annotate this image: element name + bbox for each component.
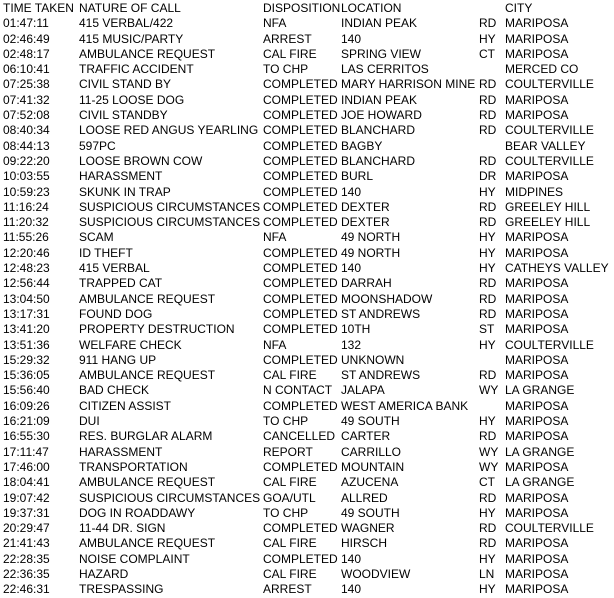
street-suffix-cell: RD xyxy=(479,521,497,536)
city-cell: MARIPOSA xyxy=(505,505,569,520)
nature-cell: WELFARE CHECK xyxy=(79,337,182,352)
call-row xyxy=(0,506,614,521)
disposition-cell: COMPLETED xyxy=(263,108,338,123)
time-cell: 13:51:36 xyxy=(3,337,50,352)
location-cell: HIRSCH xyxy=(341,536,388,551)
location-cell: JOE HOWARD xyxy=(341,108,422,123)
header-disposition: DISPOSITION xyxy=(263,1,341,15)
time-cell: 07:52:08 xyxy=(3,108,50,123)
time-cell: 13:04:50 xyxy=(3,291,50,306)
disposition-cell: COMPLETED xyxy=(263,215,338,230)
nature-cell: SUSPICIOUS CIRCUMSTANCES xyxy=(79,199,261,214)
disposition-cell: COMPLETED xyxy=(263,551,338,566)
location-cell: 140 xyxy=(341,582,362,597)
disposition-cell: CANCELLED xyxy=(263,429,336,444)
nature-cell: AMBULANCE REQUEST xyxy=(79,475,216,490)
call-row xyxy=(0,582,614,597)
location-cell: LAS CERRITOS xyxy=(341,62,429,77)
street-suffix-cell: RD xyxy=(479,77,497,92)
city-cell: MARIPOSA xyxy=(505,291,569,306)
location-cell: CARTER xyxy=(341,429,391,444)
city-cell: MARIPOSA xyxy=(505,306,569,321)
location-cell: ALLRED xyxy=(341,490,388,505)
street-suffix-cell: WY xyxy=(479,444,499,459)
street-suffix-cell: HY xyxy=(479,414,496,429)
time-cell: 01:47:11 xyxy=(3,16,49,31)
call-row xyxy=(0,276,614,291)
disposition-cell: COMPLETED xyxy=(263,245,338,260)
city-cell: MARIPOSA xyxy=(505,459,569,474)
nature-cell: NOISE COMPLAINT xyxy=(79,551,190,566)
call-row xyxy=(0,62,614,77)
call-row xyxy=(0,185,614,200)
location-cell: MOUNTAIN xyxy=(341,459,405,474)
disposition-cell: CAL FIRE xyxy=(263,46,317,61)
nature-cell: DOG IN ROADDAWY xyxy=(79,505,196,520)
disposition-cell: ARREST xyxy=(263,582,312,597)
nature-cell: SUSPICIOUS CIRCUMSTANCES xyxy=(79,490,261,505)
city-cell: LA GRANGE xyxy=(505,383,575,398)
time-cell: 22:28:35 xyxy=(3,551,50,566)
street-suffix-cell: CT xyxy=(479,475,495,490)
time-cell: 11:20:32 xyxy=(3,215,49,230)
time-cell: 22:46:31 xyxy=(3,582,50,597)
time-cell: 08:44:13 xyxy=(3,138,50,153)
nature-cell: TRESPASSING xyxy=(79,582,164,597)
header-nature-of-call: NATURE OF CALL xyxy=(79,1,181,15)
time-cell: 19:37:31 xyxy=(3,505,50,520)
location-cell: SPRING VIEW xyxy=(341,46,422,61)
city-cell: GREELEY HILL xyxy=(505,215,591,230)
location-cell: WOODVIEW xyxy=(341,566,411,581)
time-cell: 10:03:55 xyxy=(3,169,50,184)
city-cell: MARIPOSA xyxy=(505,108,569,123)
city-cell: GREELEY HILL xyxy=(505,199,591,214)
call-row xyxy=(0,215,614,230)
street-suffix-cell: HY xyxy=(479,505,496,520)
call-row xyxy=(0,338,614,353)
nature-cell: HARASSMENT xyxy=(79,169,163,184)
disposition-cell: ARREST xyxy=(263,31,312,46)
call-row xyxy=(0,521,614,536)
disposition-cell: COMPLETED xyxy=(263,261,338,276)
city-cell: MARIPOSA xyxy=(505,368,569,383)
nature-cell: ID THEFT xyxy=(79,245,133,260)
nature-cell: SUSPICIOUS CIRCUMSTANCES xyxy=(79,215,261,230)
disposition-cell: COMPLETED xyxy=(263,352,338,367)
call-row xyxy=(0,399,614,414)
nature-cell: LOOSE RED ANGUS YEARLING xyxy=(79,123,259,138)
street-suffix-cell: LN xyxy=(479,566,495,581)
location-cell: DEXTER xyxy=(341,199,390,214)
disposition-cell: NFA xyxy=(263,337,287,352)
call-row xyxy=(0,16,614,31)
street-suffix-cell: RD xyxy=(479,429,497,444)
disposition-cell: COMPLETED xyxy=(263,169,338,184)
call-row xyxy=(0,536,614,551)
disposition-cell: COMPLETED xyxy=(263,306,338,321)
street-suffix-cell: RD xyxy=(479,123,497,138)
location-cell: 49 SOUTH xyxy=(341,414,400,429)
street-suffix-cell: HY xyxy=(479,31,496,46)
nature-cell: SKUNK IN TRAP xyxy=(79,184,171,199)
location-cell: 140 xyxy=(341,184,362,199)
time-cell: 02:48:17 xyxy=(3,46,50,61)
city-cell: MARIPOSA xyxy=(505,245,569,260)
time-cell: 12:56:44 xyxy=(3,276,50,291)
call-row xyxy=(0,567,614,582)
nature-cell: CITIZEN ASSIST xyxy=(79,398,172,413)
nature-cell: AMBULANCE REQUEST xyxy=(79,368,216,383)
city-cell: MARIPOSA xyxy=(505,46,569,61)
street-suffix-cell: HY xyxy=(479,337,496,352)
time-cell: 22:36:35 xyxy=(3,566,50,581)
city-cell: MARIPOSA xyxy=(505,398,569,413)
call-row xyxy=(0,322,614,337)
city-cell: MARIPOSA xyxy=(505,551,569,566)
street-suffix-cell: RD xyxy=(479,291,497,306)
nature-cell: 597PC xyxy=(79,138,116,153)
nature-cell: DUI xyxy=(79,414,100,429)
street-suffix-cell: RD xyxy=(479,199,497,214)
disposition-cell: REPORT xyxy=(263,444,313,459)
disposition-cell: TO CHP xyxy=(263,505,309,520)
time-cell: 15:56:40 xyxy=(3,383,50,398)
call-row xyxy=(0,429,614,444)
street-suffix-cell: RD xyxy=(479,536,497,551)
city-cell: MARIPOSA xyxy=(505,490,569,505)
disposition-cell: NFA xyxy=(263,230,287,245)
location-cell: 140 xyxy=(341,551,362,566)
street-suffix-cell: RD xyxy=(479,92,497,107)
nature-cell: 415 VERBAL/422 xyxy=(79,16,174,31)
disposition-cell: COMPLETED xyxy=(263,291,338,306)
street-suffix-cell: ST xyxy=(479,322,495,337)
time-cell: 13:17:31 xyxy=(3,306,50,321)
city-cell: MARIPOSA xyxy=(505,352,569,367)
call-row xyxy=(0,460,614,475)
call-row xyxy=(0,414,614,429)
location-cell: MOONSHADOW xyxy=(341,291,433,306)
nature-cell: HARASSMENT xyxy=(79,444,163,459)
header-time-taken: TIME TAKEN xyxy=(3,1,74,15)
time-cell: 07:25:38 xyxy=(3,77,50,92)
call-row xyxy=(0,169,614,184)
disposition-cell: CAL FIRE xyxy=(263,368,317,383)
disposition-cell: COMPLETED xyxy=(263,276,338,291)
nature-cell: BAD CHECK xyxy=(79,383,150,398)
city-cell: MARIPOSA xyxy=(505,536,569,551)
city-cell: MARIPOSA xyxy=(505,276,569,291)
location-cell: CARRILLO xyxy=(341,444,402,459)
location-cell: 140 xyxy=(341,31,362,46)
city-cell: COULTERVILLE xyxy=(505,521,594,536)
street-suffix-cell: HY xyxy=(479,582,496,597)
location-cell: 49 SOUTH xyxy=(341,505,400,520)
location-cell: DARRAH xyxy=(341,276,392,291)
time-cell: 09:22:20 xyxy=(3,153,50,168)
nature-cell: 911 HANG UP xyxy=(79,352,157,367)
location-cell: 49 NORTH xyxy=(341,230,401,245)
nature-cell: FOUND DOG xyxy=(79,306,153,321)
disposition-cell: COMPLETED xyxy=(263,398,338,413)
street-suffix-cell: WY xyxy=(479,383,499,398)
street-suffix-cell: HY xyxy=(479,184,496,199)
city-cell: MARIPOSA xyxy=(505,16,569,31)
street-suffix-cell: RD xyxy=(479,16,497,31)
city-cell: MIDPINES xyxy=(505,184,564,199)
time-cell: 16:21:09 xyxy=(3,414,50,429)
disposition-cell: COMPLETED xyxy=(263,77,338,92)
location-cell: WEST AMERICA BANK xyxy=(341,398,469,413)
call-row xyxy=(0,139,614,154)
nature-cell: 415 MUSIC/PARTY xyxy=(79,31,184,46)
time-cell: 21:41:43 xyxy=(3,536,50,551)
disposition-cell: CAL FIRE xyxy=(263,536,317,551)
time-cell: 02:46:49 xyxy=(3,31,50,46)
disposition-cell: TO CHP xyxy=(263,414,309,429)
nature-cell: RES. BURGLAR ALARM xyxy=(79,429,213,444)
time-cell: 06:10:41 xyxy=(3,62,50,77)
disposition-cell: COMPLETED xyxy=(263,138,338,153)
street-suffix-cell: RD xyxy=(479,215,497,230)
location-cell: UNKNOWN xyxy=(341,352,405,367)
nature-cell: 415 VERBAL xyxy=(79,261,150,276)
location-cell: 49 NORTH xyxy=(341,245,401,260)
nature-cell: TRANSPORTATION xyxy=(79,459,188,474)
call-row xyxy=(0,261,614,276)
call-row xyxy=(0,368,614,383)
time-cell: 15:36:05 xyxy=(3,368,50,383)
disposition-cell: NFA xyxy=(263,16,287,31)
city-cell: LA GRANGE xyxy=(505,475,575,490)
city-cell: COULTERVILLE xyxy=(505,123,594,138)
nature-cell: 11-44 DR. SIGN xyxy=(79,521,166,536)
city-cell: MARIPOSA xyxy=(505,31,569,46)
location-cell: ST ANDREWS xyxy=(341,368,421,383)
city-cell: CATHEYS VALLEY xyxy=(505,261,609,276)
disposition-cell: COMPLETED xyxy=(263,322,338,337)
street-suffix-cell: HY xyxy=(479,230,496,245)
call-row xyxy=(0,200,614,215)
city-cell: MARIPOSA xyxy=(505,429,569,444)
time-cell: 16:55:30 xyxy=(3,429,50,444)
nature-cell: TRAPPED CAT xyxy=(79,276,163,291)
street-suffix-cell: RD xyxy=(479,108,497,123)
time-cell: 12:20:46 xyxy=(3,245,50,260)
nature-cell: SCAM xyxy=(79,230,114,245)
time-cell: 11:55:26 xyxy=(3,230,49,245)
disposition-cell: CAL FIRE xyxy=(263,475,317,490)
location-cell: MARY HARRISON MINE xyxy=(341,77,476,92)
time-cell: 16:09:26 xyxy=(3,398,50,413)
call-rows xyxy=(0,16,614,597)
call-row xyxy=(0,108,614,123)
header-row xyxy=(0,1,614,16)
street-suffix-cell: RD xyxy=(479,153,497,168)
time-cell: 08:40:34 xyxy=(3,123,50,138)
city-cell: MARIPOSA xyxy=(505,566,569,581)
time-cell: 18:04:41 xyxy=(3,475,50,490)
disposition-cell: COMPLETED xyxy=(263,199,338,214)
location-cell: DEXTER xyxy=(341,215,390,230)
nature-cell: AMBULANCE REQUEST xyxy=(79,291,216,306)
call-row xyxy=(0,93,614,108)
disposition-cell: GOA/UTL xyxy=(263,490,316,505)
time-cell: 20:29:47 xyxy=(3,521,50,536)
city-cell: MARIPOSA xyxy=(505,92,569,107)
nature-cell: TRAFFIC ACCIDENT xyxy=(79,62,194,77)
time-cell: 17:11:47 xyxy=(3,444,49,459)
street-suffix-cell: WY xyxy=(479,459,499,474)
location-cell: 132 xyxy=(341,337,362,352)
disposition-cell: N CONTACT xyxy=(263,383,333,398)
nature-cell: CIVIL STAND BY xyxy=(79,77,172,92)
call-row xyxy=(0,353,614,368)
disposition-cell: COMPLETED xyxy=(263,92,338,107)
call-row xyxy=(0,154,614,169)
call-row xyxy=(0,32,614,47)
time-cell: 10:59:23 xyxy=(3,184,50,199)
city-cell: LA GRANGE xyxy=(505,444,575,459)
disposition-cell: CAL FIRE xyxy=(263,566,317,581)
location-cell: JALAPA xyxy=(341,383,385,398)
city-cell: MARIPOSA xyxy=(505,169,569,184)
city-cell: MARIPOSA xyxy=(505,582,569,597)
call-row xyxy=(0,491,614,506)
time-cell: 19:07:42 xyxy=(3,490,50,505)
time-cell: 17:46:00 xyxy=(3,459,50,474)
city-cell: COULTERVILLE xyxy=(505,77,594,92)
location-cell: INDIAN PEAK xyxy=(341,92,418,107)
city-cell: COULTERVILLE xyxy=(505,153,594,168)
nature-cell: HAZARD xyxy=(79,566,129,581)
call-row xyxy=(0,123,614,138)
call-row xyxy=(0,292,614,307)
time-cell: 07:41:32 xyxy=(3,92,50,107)
nature-cell: AMBULANCE REQUEST xyxy=(79,536,216,551)
city-cell: MARIPOSA xyxy=(505,322,569,337)
street-suffix-cell: HY xyxy=(479,551,496,566)
time-cell: 11:16:24 xyxy=(3,199,49,214)
street-suffix-cell: RD xyxy=(479,276,497,291)
time-cell: 13:41:20 xyxy=(3,322,50,337)
location-cell: WAGNER xyxy=(341,521,395,536)
street-suffix-cell: CT xyxy=(479,46,495,61)
call-row xyxy=(0,383,614,398)
header-city: CITY xyxy=(505,1,533,15)
location-cell: BAGBY xyxy=(341,138,383,153)
location-cell: 140 xyxy=(341,261,362,276)
location-cell: 10TH xyxy=(341,322,371,337)
city-cell: MERCED CO xyxy=(505,62,579,77)
street-suffix-cell: HY xyxy=(479,261,496,276)
call-row xyxy=(0,246,614,261)
street-suffix-cell: DR xyxy=(479,169,497,184)
disposition-cell: COMPLETED xyxy=(263,459,338,474)
city-cell: COULTERVILLE xyxy=(505,337,594,352)
location-cell: INDIAN PEAK xyxy=(341,16,418,31)
disposition-cell: COMPLETED xyxy=(263,123,338,138)
call-row xyxy=(0,230,614,245)
disposition-cell: COMPLETED xyxy=(263,153,338,168)
street-suffix-cell: RD xyxy=(479,368,497,383)
nature-cell: PROPERTY DESTRUCTION xyxy=(79,322,235,337)
location-cell: ST ANDREWS xyxy=(341,306,421,321)
nature-cell: 11-25 LOOSE DOG xyxy=(79,92,185,107)
city-cell: MARIPOSA xyxy=(505,230,569,245)
call-row xyxy=(0,475,614,490)
call-row xyxy=(0,47,614,62)
location-cell: BLANCHARD xyxy=(341,153,416,168)
location-cell: BURL xyxy=(341,169,374,184)
street-suffix-cell: RD xyxy=(479,306,497,321)
location-cell: AZUCENA xyxy=(341,475,399,490)
location-cell: BLANCHARD xyxy=(341,123,416,138)
street-suffix-cell: RD xyxy=(479,490,497,505)
street-suffix-cell: HY xyxy=(479,245,496,260)
disposition-cell: COMPLETED xyxy=(263,184,338,199)
city-cell: MARIPOSA xyxy=(505,414,569,429)
call-row xyxy=(0,552,614,567)
disposition-cell: COMPLETED xyxy=(263,521,338,536)
time-cell: 15:29:32 xyxy=(3,352,50,367)
disposition-cell: TO CHP xyxy=(263,62,309,77)
call-row xyxy=(0,307,614,322)
nature-cell: CIVIL STANDBY xyxy=(79,108,168,123)
call-row xyxy=(0,77,614,92)
time-cell: 12:48:23 xyxy=(3,261,50,276)
city-cell: BEAR VALLEY xyxy=(505,138,586,153)
nature-cell: LOOSE BROWN COW xyxy=(79,153,203,168)
call-row xyxy=(0,445,614,460)
nature-cell: AMBULANCE REQUEST xyxy=(79,46,216,61)
header-location: LOCATION xyxy=(341,1,402,15)
